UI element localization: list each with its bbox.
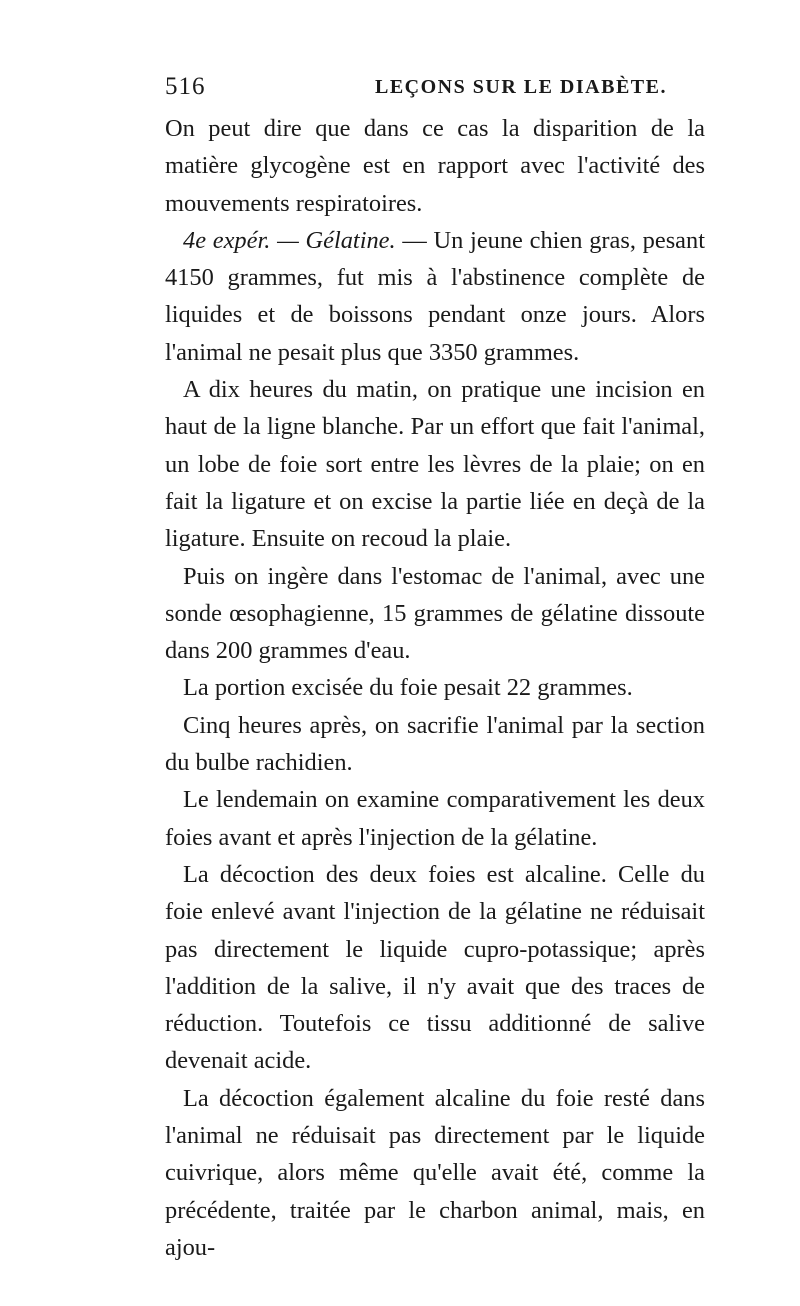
- experiment-label: expér. — Gélatine.: [212, 226, 396, 254]
- paragraph: La décoction des deux foies est alcaline. Celle du foie enlevé avant l'injection de la gélatine ne réduisait pas directement le liquide cupro-potassique; après l'addition de la salive, il n'y avait que des traces de réduction. Toutefois ce tissu additionné de salive devenait acide.: [165, 860, 705, 1075]
- experiment-paragraph: [165, 222, 705, 371]
- paragraph: La portion excisée du foie pesait 22 grammes.: [183, 674, 633, 702]
- page-header: [165, 70, 705, 104]
- paragraph: Puis on ingère dans l'estomac de l'animal, avec une sonde œsophagienne, 15 grammes de gélatine dissoute dans 200 grammes d'eau.: [165, 562, 705, 665]
- paragraph: A dix heures du matin, on pratique une incision en haut de la ligne blanche. Par un effort que fait l'animal, un lobe de foie sort entre les lèvres de la plaie; on en fait la ligature et on excise la partie liée en deçà de la ligature. Ensuite on recoud la plaie.: [165, 376, 705, 553]
- running-title: LEÇONS SUR LE DIABÈTE.: [375, 76, 667, 98]
- experiment-number: 4e: [183, 226, 207, 254]
- page-number: 516: [165, 73, 206, 100]
- paragraph: On peut dire que dans ce cas la disparition de la matière glycogène est en rapport avec l'activité des mouvements respiratoires.: [165, 115, 705, 217]
- experiment-text: — Un jeune chien gras, pesant 4150 grammes, fut mis à l'abstinence complète de liquides et de boissons pendant onze jours. Alors l'animal ne pesait plus que 3350 grammes.: [165, 226, 705, 366]
- paragraph: La décoction également alcaline du foie resté dans l'animal ne réduisait pas directement par le liquide cuivrique, alors même qu'elle avait été, comme la précédente, traitée par le charbon animal, mais, en ajou-: [165, 1084, 705, 1261]
- paragraph: Cinq heures après, on sacrifie l'animal par la section du bulbe rachidien.: [165, 711, 705, 777]
- paragraph: Le lendemain on examine comparativement les deux foies avant et après l'injection de la gélatine.: [165, 786, 705, 851]
- body-text: [165, 110, 705, 1266]
